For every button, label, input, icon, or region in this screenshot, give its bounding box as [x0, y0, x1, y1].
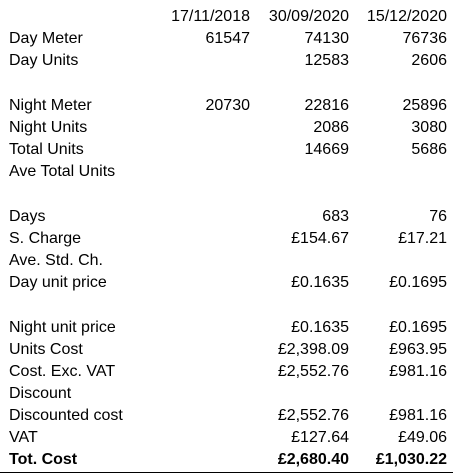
row-value-col2: 12583: [304, 52, 349, 69]
row-value-col3: £17.21: [398, 230, 447, 247]
row-value-col3: £0.1695: [389, 274, 447, 291]
row-value-col2: 22816: [304, 97, 349, 114]
row-value-col1: 20730: [205, 97, 250, 114]
row-value-col3: £981.16: [389, 363, 447, 380]
row-label: VAT: [9, 429, 38, 446]
row-units-cost: [0, 339, 453, 361]
row-value-col2: £2,680.40: [277, 451, 349, 468]
row-ave-standing-charge: [0, 250, 453, 272]
row-value-col3: 76736: [402, 30, 447, 47]
row-days: [0, 206, 453, 228]
row-label: Cost. Exc. VAT: [9, 363, 116, 380]
row-value-col2: 683: [322, 208, 349, 225]
row-label: Night Units: [9, 119, 88, 136]
row-total-units: [0, 139, 453, 161]
row-value-col3: 25896: [402, 97, 447, 114]
row-label: Day unit price: [9, 274, 107, 291]
row-value-col2: £0.1635: [291, 319, 349, 336]
header-date-col2: 30/09/2020: [268, 8, 349, 25]
row-value-col2: £2,552.76: [277, 363, 349, 380]
row-night-unit-price: [0, 317, 453, 339]
row-label: Units Cost: [9, 341, 83, 358]
row-value-col2: £127.64: [291, 429, 349, 446]
row-discount: [0, 383, 453, 405]
row-value-col2: £2,552.76: [277, 407, 349, 424]
row-value-col2: £2,398.09: [277, 341, 349, 358]
row-day-meter: [0, 28, 453, 50]
row-total-cost: [0, 449, 453, 471]
row-ave-total-units: [0, 161, 453, 183]
row-label: S. Charge: [9, 230, 82, 247]
row-label: Night unit price: [9, 319, 116, 336]
row-value-col2: £154.67: [291, 230, 349, 247]
row-label: Ave. Std. Ch.: [9, 252, 103, 269]
row-day-unit-price: [0, 272, 453, 294]
row-value-col3: 2606: [411, 52, 447, 69]
row-cost-exc-vat: [0, 361, 453, 383]
row-value-col1: 61547: [205, 30, 250, 47]
row-label: Tot. Cost: [9, 451, 78, 468]
row-value-col3: £963.95: [389, 341, 447, 358]
row-label: Day Units: [9, 52, 79, 69]
row-label: Discounted cost: [9, 407, 123, 424]
row-discounted-cost: [0, 405, 453, 427]
row-standing-charge: [0, 228, 453, 250]
row-night-meter: [0, 95, 453, 117]
row-value-col3: 3080: [411, 119, 447, 136]
row-spacer: [0, 294, 453, 316]
row-vat: [0, 427, 453, 449]
row-spacer: [0, 72, 453, 94]
row-spacer: [0, 183, 453, 205]
row-value-col2: 74130: [304, 30, 349, 47]
row-label: Total Units: [9, 141, 84, 158]
row-value-col3: £0.1695: [389, 319, 447, 336]
row-label: Discount: [9, 385, 72, 402]
bottom-border: [0, 472, 453, 473]
row-value-col3: £49.06: [398, 429, 447, 446]
row-label: Night Meter: [9, 97, 92, 114]
row-label: Day Meter: [9, 30, 83, 47]
header-date-col3: 15/12/2020: [366, 8, 447, 25]
header-row: [0, 6, 453, 28]
row-value-col3: £1,030.22: [375, 451, 447, 468]
row-day-units: [0, 50, 453, 72]
row-label: Ave Total Units: [9, 163, 116, 180]
row-value-col2: 2086: [313, 119, 349, 136]
row-night-units: [0, 117, 453, 139]
row-value-col2: 14669: [304, 141, 349, 158]
header-date-col1: 17/11/2018: [171, 8, 250, 25]
row-value-col3: £981.16: [389, 407, 447, 424]
row-value-col3: 76: [429, 208, 447, 225]
row-value-col3: 5686: [411, 141, 447, 158]
row-value-col2: £0.1635: [291, 274, 349, 291]
row-label: Days: [9, 208, 46, 225]
